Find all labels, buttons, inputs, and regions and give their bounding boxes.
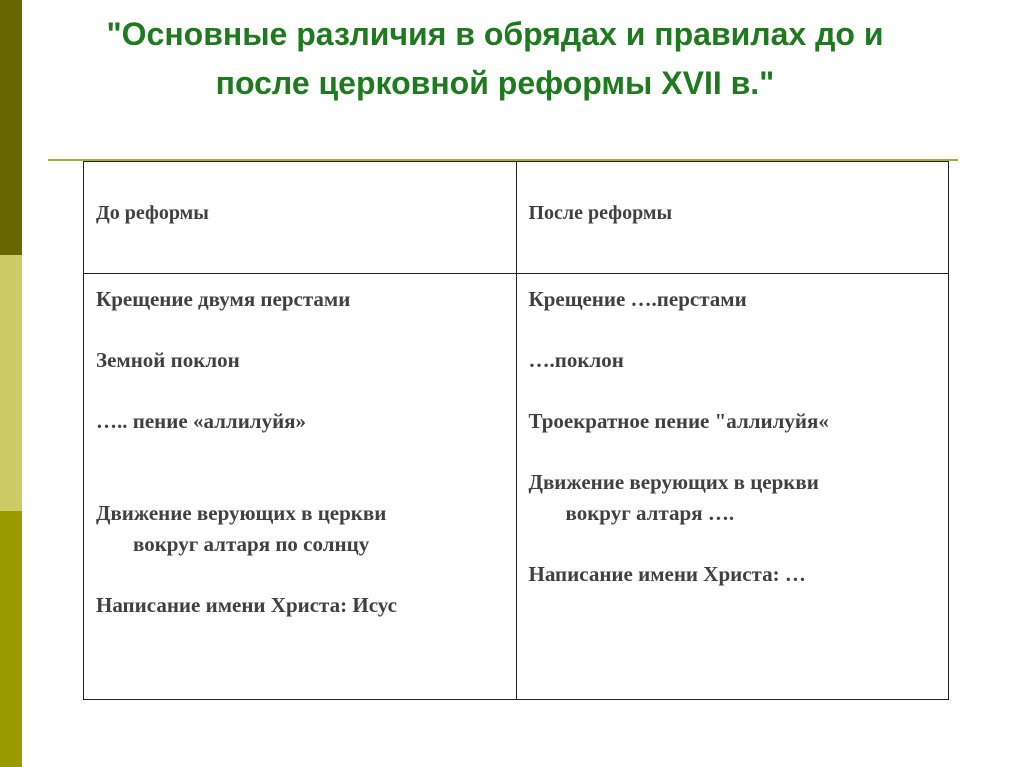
left-decorative-bar	[0, 0, 22, 767]
bar-segment-dark	[0, 0, 22, 255]
header-before-reform: До реформы	[84, 162, 517, 274]
before-procession-line1: Движение верующих в церкви	[96, 501, 387, 525]
before-reform-cell	[84, 274, 517, 700]
after-item-name-of-christ: Написание имени Христа: …	[528, 562, 806, 586]
table-header-row	[84, 162, 949, 274]
before-procession-line2: вокруг алтаря по солнцу	[133, 532, 370, 556]
header-after-reform: После реформы	[516, 162, 949, 274]
before-item-bow: Земной поклон	[96, 348, 240, 372]
comparison-table	[83, 161, 949, 700]
after-reform-cell	[516, 274, 949, 700]
after-item-bow: ….поклон	[528, 348, 624, 372]
comparison-table-wrapper	[83, 161, 949, 700]
after-procession-line1: Движение верующих в церкви	[528, 470, 819, 494]
after-procession-line2: вокруг алтаря ….	[565, 501, 735, 525]
before-item-alleluia: ….. пение «аллилуйя»	[96, 409, 307, 433]
after-item-alleluia: Троекратное пение "аллилуйя«	[528, 409, 829, 433]
before-item-name-of-christ: Написание имени Христа: Исус	[96, 593, 397, 617]
before-item-procession	[96, 498, 504, 560]
slide-title: "Основные различия в обрядах и правилах до и после церковной реформы XVII в."	[106, 16, 884, 101]
after-item-crossing: Крещение ….перстами	[528, 287, 747, 311]
bar-segment-mid	[0, 511, 22, 767]
bar-segment-light	[0, 255, 22, 511]
table-body-row	[84, 274, 949, 700]
before-item-crossing: Крещение двумя перстами	[96, 287, 351, 311]
after-item-procession	[529, 467, 937, 529]
